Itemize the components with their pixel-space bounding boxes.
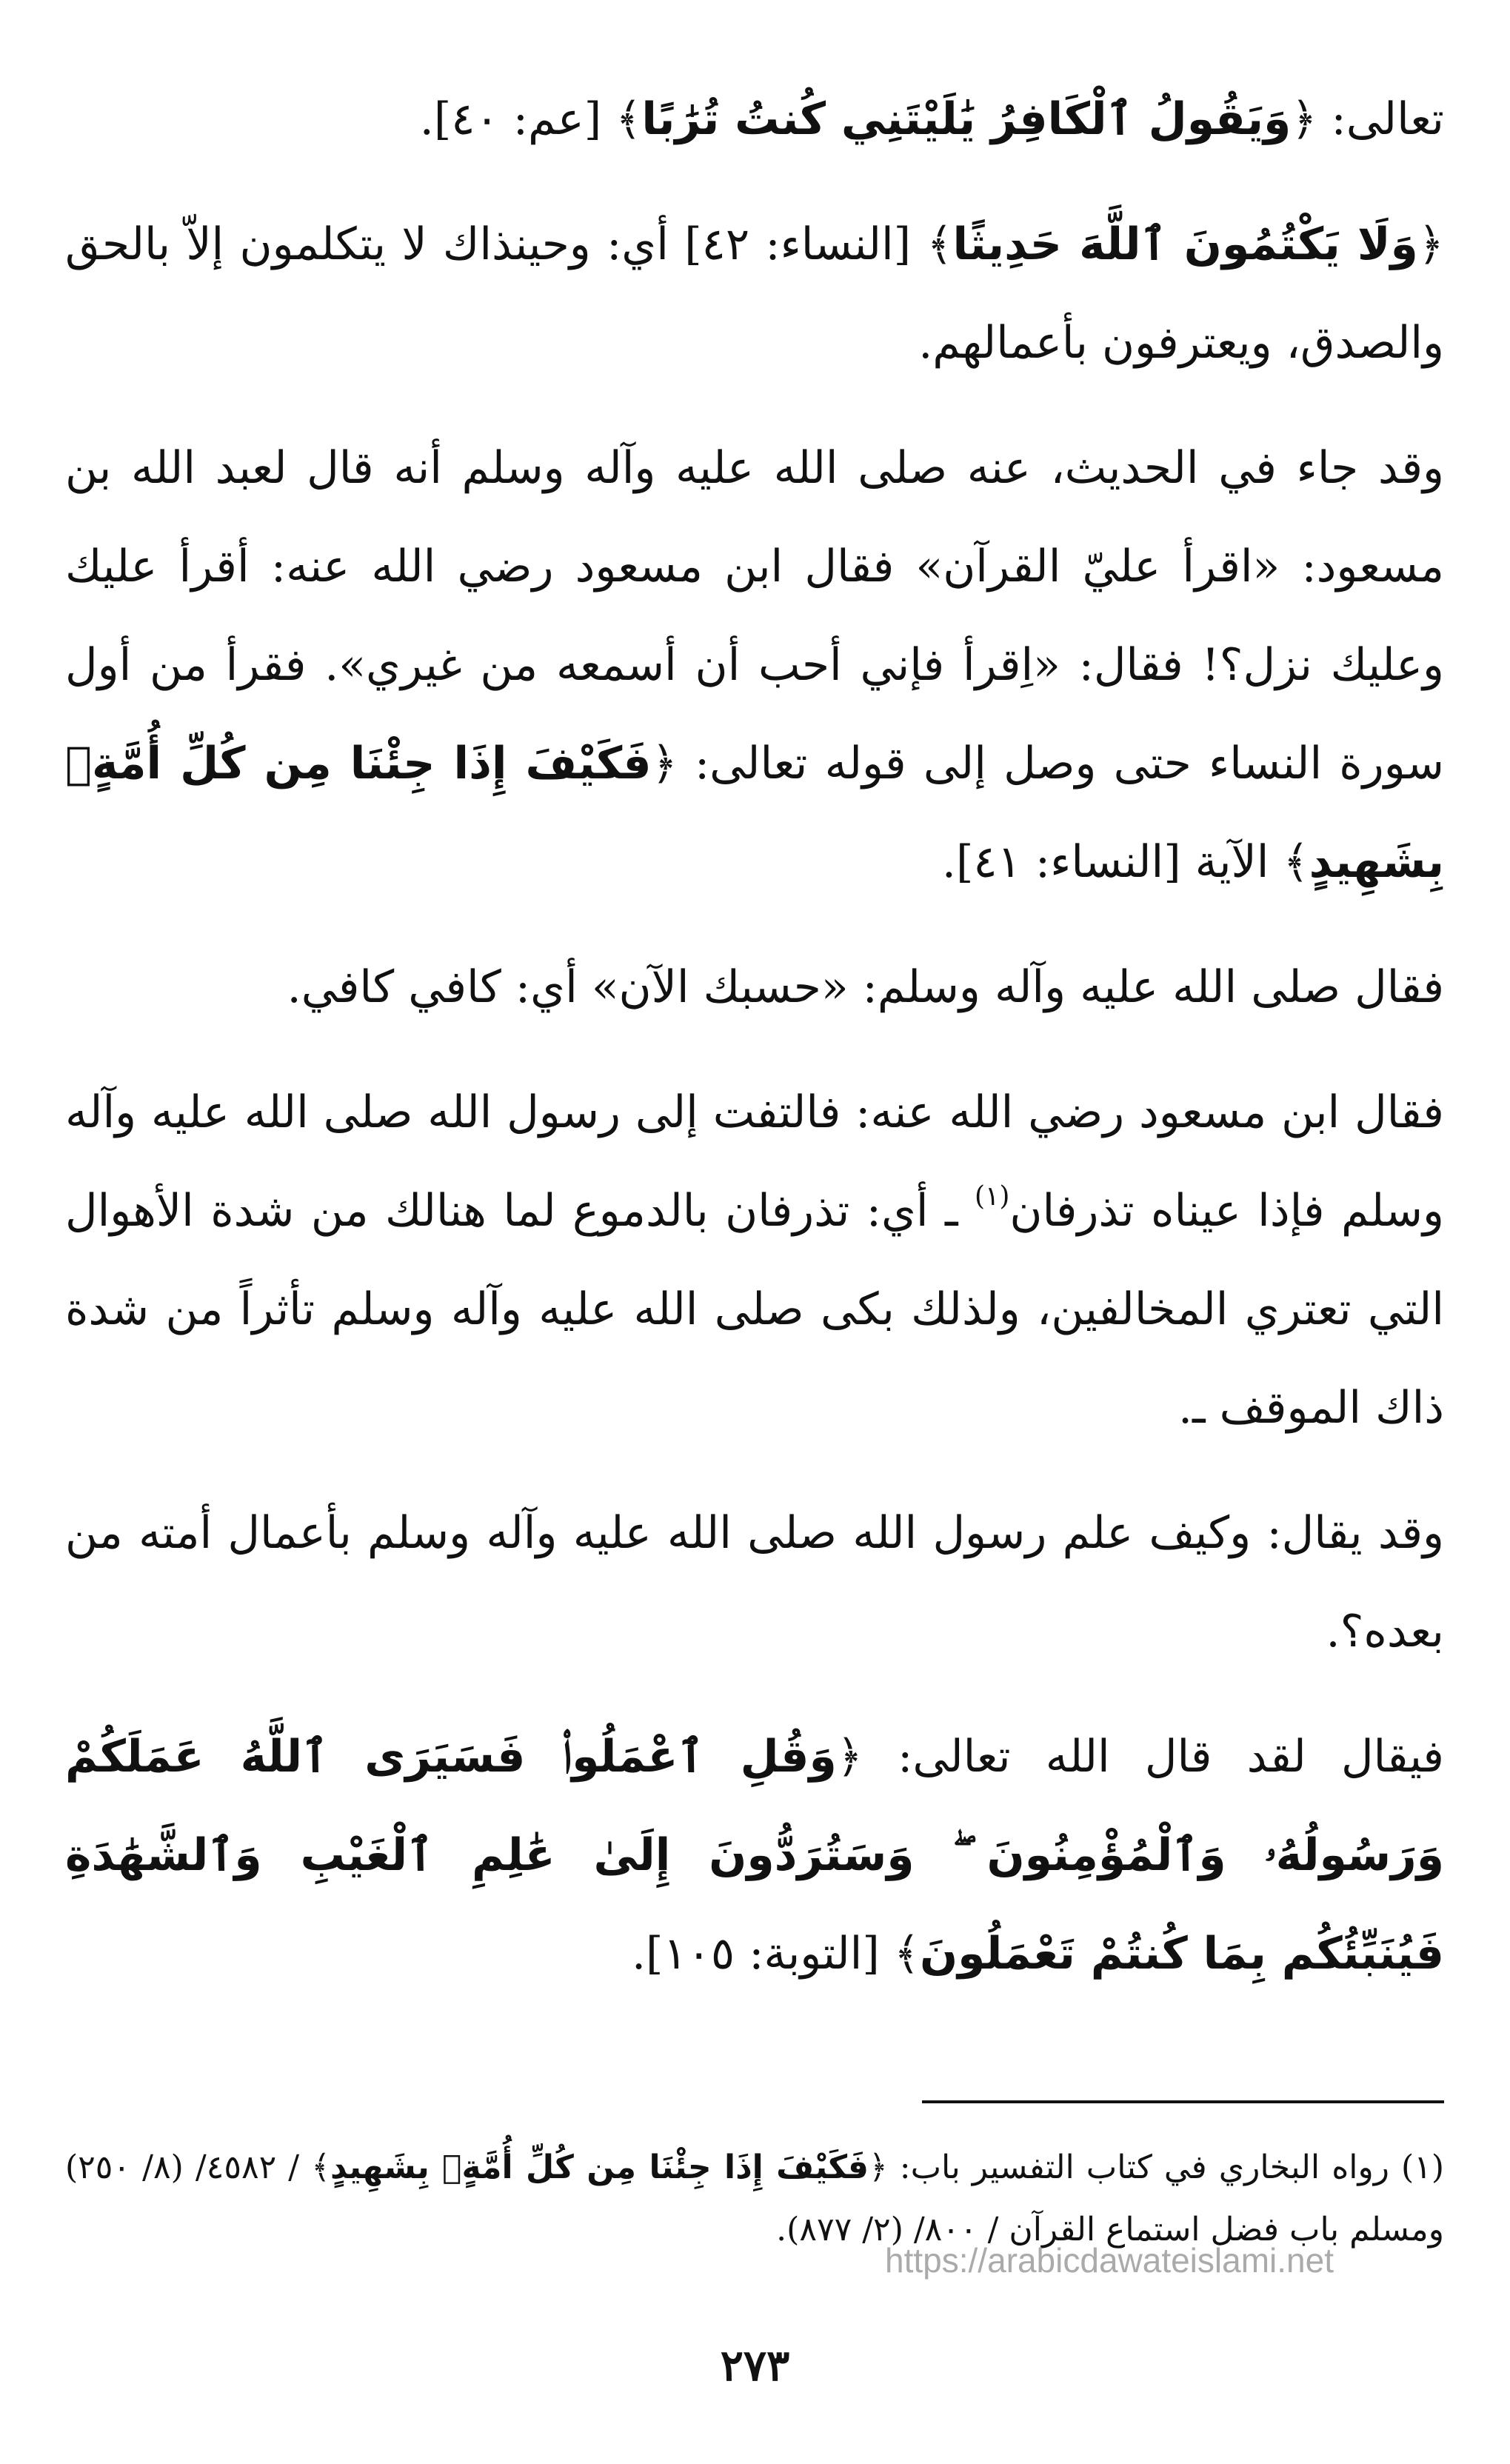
watermark-url: https://arabicdawateislami.net — [885, 2241, 1334, 2280]
quran-close-bracket: ﴾ — [926, 218, 953, 270]
paragraph-6 — [65, 1484, 1444, 1681]
quran-close-bracket: ﴾ — [615, 93, 642, 145]
page-number: ٢٧٣ — [720, 2340, 790, 2391]
paragraph-1 — [65, 70, 1444, 169]
quran-open-bracket: ﴿ — [1417, 218, 1444, 270]
quran-open-bracket: ﴿ — [1291, 93, 1317, 145]
quran-open-bracket: ﴿ — [651, 738, 678, 789]
paragraph-text: وقد جاء في الحديث، عنه صلى الله عليه وآله وسلم أنه قال لعبد الله بن مسعود: «اقرأ عليّ القرآن» فقال ابن مسعود رضي الله عنه: أقرأ عليك وعليك نزل؟! فقال: «اِقرأ فإني أحب أن أسمعه من غيري». فقرأ من أول سورة النساء حتى وصل إلى قوله تعالى: — [65, 442, 1444, 789]
paragraph-text: وقد يقال: وكيف علم رسول الله صلى الله عليه وآله وسلم بأعمال أمته من بعده؟. — [65, 1507, 1445, 1657]
paragraph-text: فقال صلى الله عليه وآله وسلم: «حسبك الآن» أي: كافي كافي. — [287, 961, 1444, 1013]
paragraph-text: فيقال لقد قال الله تعالى: — [862, 1731, 1444, 1783]
verse-reference: [عم: ٤٠]. — [419, 93, 616, 145]
quran-verse: وَيَقُولُ ٱلْكَافِرُ يَٰلَيْتَنِي كُنتُ تُرَٰبًا — [641, 93, 1292, 145]
verse-reference: [التوبة: ١٠٥]. — [631, 1928, 894, 1980]
quran-open-bracket: ﴿ — [868, 2149, 888, 2186]
paragraph-2 — [65, 196, 1444, 393]
paragraph-5 — [65, 1064, 1444, 1458]
page-body — [65, 70, 1444, 2003]
quran-close-bracket: ﴾ — [311, 2149, 330, 2186]
quran-verse: وَلَا يَكْتُمُونَ ٱللَّهَ حَدِيثًا — [952, 218, 1418, 270]
footnote-citation: / ٤٥٨٢/ (٨/ ٢٥٠) ومسلم باب فضل استماع القرآن / ٨٠٠/ (٢/ ٨٧٧). — [65, 2149, 1444, 2248]
quran-close-bracket: ﴾ — [893, 1928, 920, 1980]
paragraph-7 — [65, 1708, 1444, 2003]
quran-close-bracket: ﴾ — [1283, 836, 1309, 888]
verse-reference: الآية [النساء: ٤١]. — [941, 836, 1283, 888]
paragraph-text: ـ أي: تذرفان بالدموع لما هنالك من شدة الأهوال التي تعتري المخالفين، ولذلك بكى صلى الله عليه وآله وسلم تأثراً من شدة ذاك الموقف ـ. — [65, 1185, 1444, 1434]
quran-verse: فَكَيْفَ إِذَا جِئْنَا مِن كُلِّ أُمَّةٍۭ بِشَهِيدٍ — [65, 738, 1444, 888]
footnote-reference[interactable]: (١) — [974, 1181, 1010, 1212]
paragraph-3 — [65, 419, 1444, 912]
footnote-number: (١) — [1401, 2149, 1445, 2186]
footnote-divider — [922, 2100, 1444, 2103]
quran-open-bracket: ﴿ — [836, 1731, 863, 1783]
quran-verse: وَقُلِ ٱعْمَلُوا۟ فَسَيَرَى ٱللَّهُ عَمَلَكُمْ وَرَسُولُهُۥ وَٱلْمُؤْمِنُونَ ۖ وَسَتُرَدُّونَ إِلَىٰ عَٰلِمِ ٱلْغَيْبِ وَٱلشَّهَٰدَةِ فَيُنَبِّئُكُم بِمَا كُنتُمْ تَعْمَلُونَ — [65, 1731, 1444, 1980]
paragraph-text: فقال ابن مسعود رضي الله عنه: فالتفت إلى رسول الله صلى الله عليه وآله وسلم فإذا عيناه تذرفان — [65, 1086, 1444, 1237]
paragraph-text: [النساء: ٤٢] أي: وحينذاك لا يتكلمون إلاّ بالحق والصدق، ويعترفون بأعمالهم. — [65, 218, 1444, 369]
footnote-text: رواه البخاري في كتاب التفسير باب: — [887, 2149, 1402, 2186]
paragraph-4 — [65, 938, 1444, 1037]
quran-verse: فَكَيْفَ إِذَا جِئْنَا مِن كُلِّ أُمَّةٍۭ بِشَهِيدٍ — [330, 2149, 869, 2186]
paragraph-text: تعالى: — [1317, 93, 1444, 145]
